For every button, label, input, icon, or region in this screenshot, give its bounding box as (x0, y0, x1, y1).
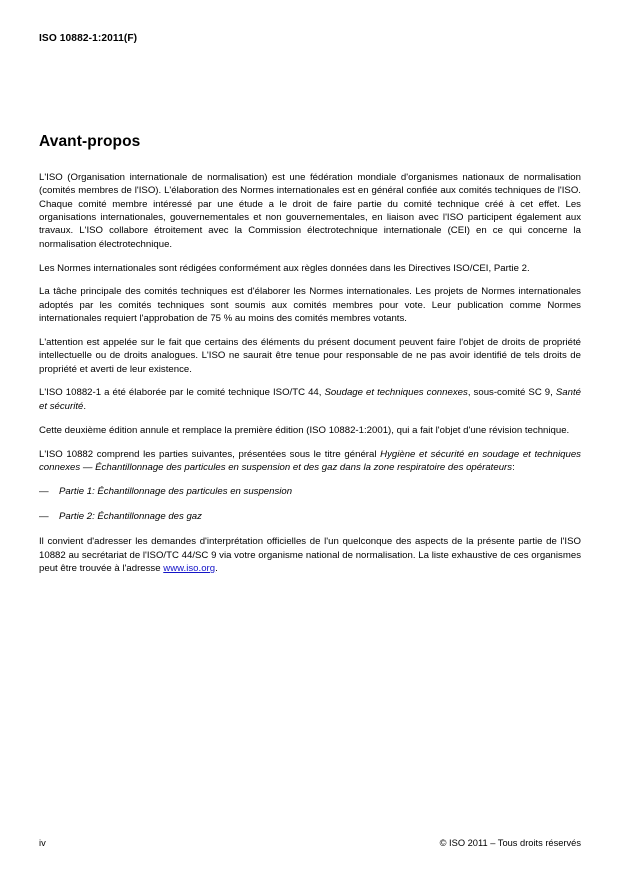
paragraph-interpretation (39, 535, 581, 575)
paragraph-committee-text-3: . (83, 400, 87, 412)
paragraph-voting: La tâche principale des comités techniques est d'élaborer les Normes internationales. Les projets de Normes internationales adoptés par les comités techniques sont soumis aux comités membres pour vote. Leur publication comme Normes internationales requiert l'approbation de 75 % au moins des comités membres votants. (39, 286, 581, 325)
paragraph-foreword-intro: L'ISO (Organisation internationale de normalisation) est une fédération mondiale d'organismes nationaux de normalisation (comités membres de l'ISO). L'élaboration des Normes internationales est en général confiée aux comités techniques de l'ISO. Chaque comité membre intéressé par une étude a le droit de faire partie du comité technique créé à cet effet. Les organisations internationales, gouvernementales et non gouvernementales, en liaison avec l'ISO participent également aux travaux. L'ISO collabore étroitement avec la Commission électrotechnique internationale (CEI) en ce qui concerne la normalisation électrotechnique. (39, 172, 581, 250)
copyright-notice: © ISO 2011 – Tous droits réservés (439, 838, 581, 848)
list-item-label: Partie 2: Échantillonnage des gaz (59, 511, 202, 523)
page-footer (39, 838, 581, 852)
running-header: ISO 10882-1:2011(F) (39, 33, 138, 44)
paragraph-patent-rights: L'attention est appelée sur le fait que certains des éléments du présent document peuvent faire l'objet de droits de propriété intellectuelle ou de droits analogues. L'ISO ne saurait être tenue pour responsable de ne pas avoir identifié de tels droits de propriété et averti de leur existence. (39, 336, 581, 375)
section-title: Avant-propos (39, 133, 141, 150)
subcommittee-title-italic: Santé et sécurité (39, 387, 582, 412)
page-number: iv (39, 838, 46, 848)
paragraph-interpretation-text-2: . (215, 563, 218, 575)
list-item (39, 485, 581, 498)
parts-list (39, 485, 581, 524)
paragraph-interpretation-text-1: Il convient d'adresser les demandes d'interprétation officielles de l'un quelconque des aspects de la présente partie de l'ISO 10882 au secrétariat de l'ISO/TC 44/SC 9 via votre organisme national de normalisation. La liste exhaustive de ces organismes peut être trouvée à l'adresse (39, 536, 581, 575)
general-title-italic: Hygiène et sécurité en soudage et techniques connexes — Échantillonnage des particules en suspension et des gaz dans la zone respiratoire des opérateurs (39, 448, 581, 473)
page-content (39, 133, 581, 575)
paragraph-edition: Cette deuxième édition annule et remplace la première édition (ISO 10882-1:2001), qui a fait l'objet d'une révision technique. (39, 424, 570, 436)
paragraph-parts-intro-text-2: : (512, 461, 515, 473)
list-item-label: Partie 1: Échantillonnage des particules en suspension (59, 485, 293, 497)
em-dash-bullet-icon: — (39, 511, 49, 523)
paragraph-committee-text-2: , sous-comité SC 9, (467, 387, 556, 399)
em-dash-bullet-icon: — (39, 485, 49, 497)
paragraph-committee-text-1: L'ISO 10882-1 a été élaborée par le comité technique ISO/TC 44, (39, 387, 325, 399)
paragraph-committee (39, 386, 581, 413)
iso-website-link[interactable]: www.iso.org (163, 563, 216, 575)
paragraph-parts-intro-text-1: L'ISO 10882 comprend les parties suivantes, présentées sous le titre général (39, 448, 381, 460)
paragraph-parts-intro (39, 448, 581, 475)
committee-title-italic: Soudage et techniques connexes (324, 387, 468, 399)
list-item (39, 510, 581, 523)
paragraph-directives: Les Normes internationales sont rédigées conformément aux règles données dans les Directives ISO/CEI, Partie 2. (39, 262, 530, 274)
